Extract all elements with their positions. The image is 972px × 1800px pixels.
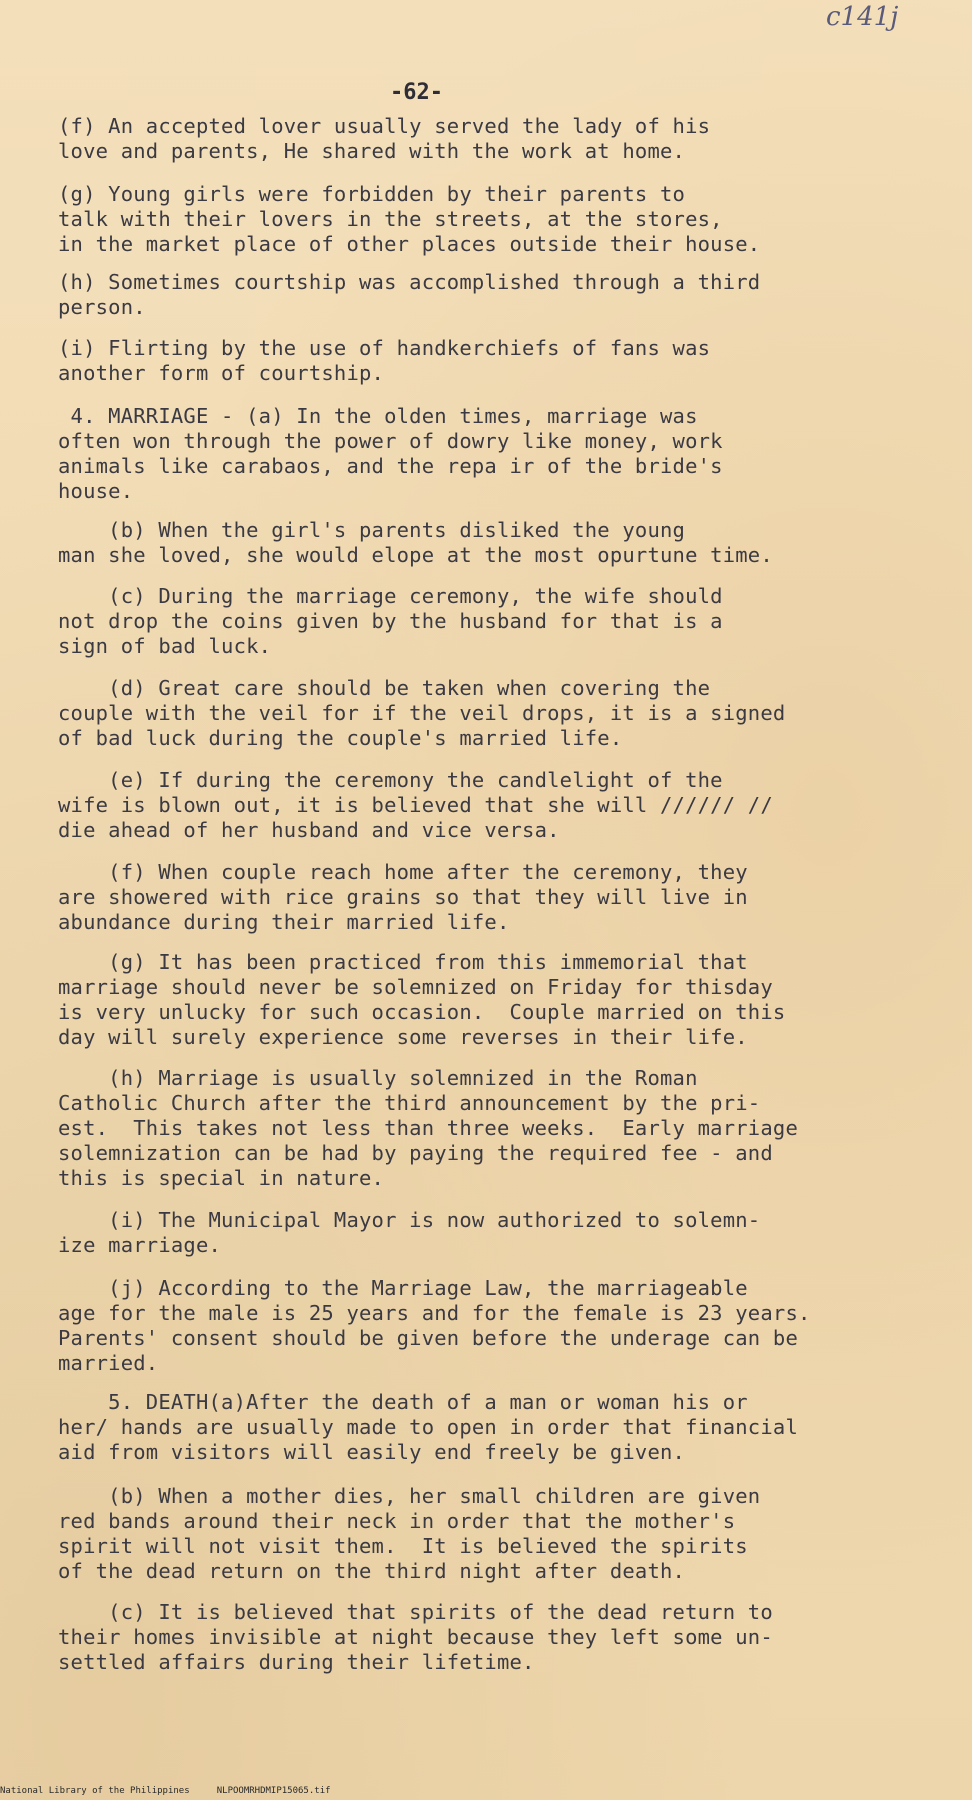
paragraph-marriage-f: (f) When couple reach home after the ceremony, they are showered with rice grains so that they will live in abundance during their married life. bbox=[58, 860, 748, 934]
paragraph-marriage-i: (i) The Municipal Mayor is now authorized to solemn- ize marriage. bbox=[58, 1208, 761, 1257]
paragraph-death-b: (b) When a mother dies, her small children are given red bands around their neck in order that the mother's spirit will not visit them. It is believed the spirits of the dead return on the third night after death. bbox=[58, 1484, 761, 1583]
page-number: -62- bbox=[390, 80, 443, 105]
paragraph-courtship-f: (f) An accepted lover usually served the lady of his love and parents, He shared with the work at home. bbox=[58, 114, 711, 163]
paragraph-courtship-g: (g) Young girls were forbidden by their parents to talk with their lovers in the streets, at the stores, in the market place of other places outside their house. bbox=[58, 182, 761, 256]
handwritten-reference-mark: c141j bbox=[826, 2, 899, 32]
paragraph-death-c: (c) It is believed that spirits of the dead return to their homes invisible at night because they left some un- settled affairs during their lifetime. bbox=[58, 1600, 773, 1674]
paragraph-marriage-e: (e) If during the ceremony the candlelight of the wife is blown out, it is believed that she will ////// // die ahead of her husband and vice versa. bbox=[58, 768, 773, 842]
paragraph-marriage-b: (b) When the girl's parents disliked the young man she loved, she would elope at the most opurtune time. bbox=[58, 518, 773, 567]
paragraph-marriage-d: (d) Great care should be taken when covering the couple with the veil for if the veil drops, it is a signed of bad luck during the couple's married life. bbox=[58, 676, 786, 750]
paragraph-courtship-i: (i) Flirting by the use of handkerchiefs of fans was another form of courtship. bbox=[58, 336, 711, 385]
paragraph-marriage-a: 4. MARRIAGE - (a) In the olden times, marriage was often won through the power of dowry like money, work animals like carabaos, and the repa ir of the bride's house. bbox=[58, 404, 723, 503]
paragraph-marriage-h: (h) Marriage is usually solemnized in the Roman Catholic Church after the third announcement by the pri- est. This takes not less than three weeks. Early marriage solemnization can be had by paying the required fee - and this is special in nature. bbox=[58, 1066, 798, 1190]
paragraph-marriage-j: (j) According to the Marriage Law, the marriageable age for the male is 25 years and for the female is 23 years. Parents' consent should be given before the underage can be married. bbox=[58, 1276, 811, 1375]
paragraph-courtship-h: (h) Sometimes courtship was accomplished through a third person. bbox=[58, 270, 761, 319]
paragraph-death-a: 5. DEATH(a)After the death of a man or woman his or her/ hands are usually made to open in order that financial aid from visitors will easily end freely be given. bbox=[58, 1390, 798, 1464]
archive-footer: National Library of the Philippines NLPOOMRHDMIP15065.tif bbox=[0, 1786, 331, 1796]
paragraph-marriage-c: (c) During the marriage ceremony, the wife should not drop the coins given by the husband for that is a sign of bad luck. bbox=[58, 584, 723, 658]
paragraph-marriage-g: (g) It has been practiced from this immemorial that marriage should never be solemnized on Friday for thisday is very unlucky for such occasion. Couple married on this day will surely experience some reverses in their life. bbox=[58, 950, 786, 1049]
